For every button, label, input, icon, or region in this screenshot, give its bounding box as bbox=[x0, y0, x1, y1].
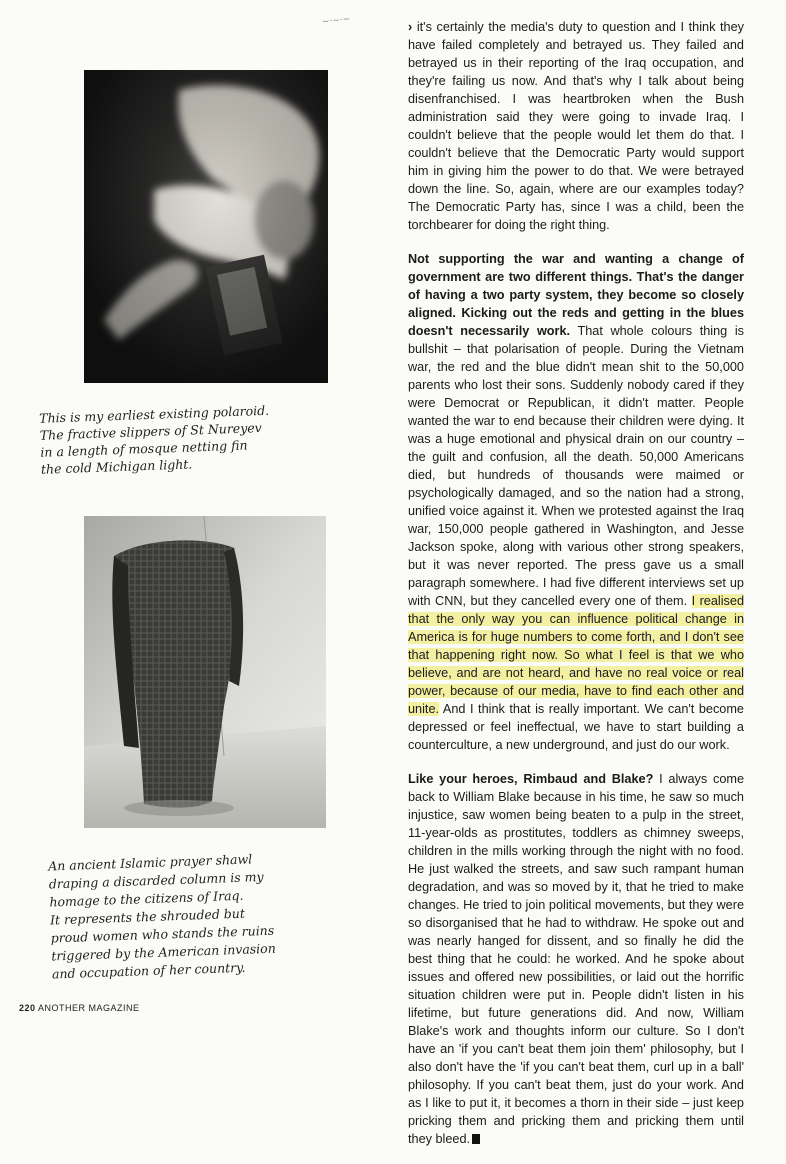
caption-line: triggered by the American invasion bbox=[51, 940, 276, 964]
caption-line: An ancient Islamic prayer shawl bbox=[47, 851, 253, 874]
caption-line: the cold Michigan light. bbox=[40, 456, 193, 477]
magazine-name: ANOTHER MAGAZINE bbox=[38, 1003, 140, 1013]
caption-line: draping a discarded column is my bbox=[48, 869, 264, 892]
prayer-shawl-image bbox=[84, 516, 326, 828]
caption-line: This is my earliest existing polaroid. bbox=[38, 402, 270, 426]
article-paragraph-1 bbox=[408, 18, 744, 234]
caption-line: homage to the citizens of Iraq. bbox=[49, 887, 244, 910]
caption-line: in a length of mosque netting fin bbox=[40, 437, 248, 460]
caption-line: and occupation of her country. bbox=[51, 959, 246, 982]
caption-line: proud women who stands the ruins bbox=[50, 922, 275, 946]
page-footer bbox=[19, 1003, 140, 1013]
answer-text: And I think that is really important. We can't become depressed or feel ineffectual, we have to start building a counterculture, a new underground, and just do our work. bbox=[408, 702, 744, 752]
article-paragraph-2 bbox=[408, 250, 744, 754]
continuation-arrow-icon: › bbox=[408, 20, 413, 34]
interview-question: Not supporting the war and wanting a change of government are two different things. That's the danger of having a two party system, they become so closely aligned. Kicking out the reds and getting in the blues doesn't necessarily work. bbox=[408, 252, 744, 338]
photo-prayer-shawl bbox=[84, 516, 326, 828]
handwritten-caption-polaroid bbox=[39, 398, 371, 477]
answer-text: That whole colours thing is bullshit – that polarisation of people. During the Vietnam war, the red and the blue didn't mean shit to the 50,000 parents who lost their sons. Suddenly nobody cared if they were Democrat or Republican, it didn't matter. People wanted the war to end because their children were dying. It was a huge emotional and physical drain on our country – the guilt and confusion, all the death. 50,000 Americans died, but hundreds of thousands were maimed or psychologically damaged, and so the nation had a strong, unified voice against it. When we protested against the Iraq war, 150,000 people gathered in Washington, and Jesse Jackson spoke, along with various other strong speakers, but it was never reported. The press gave us a small paragraph somewhere. I had five different interviews set up with CNN, but they cancelled every one of them. bbox=[408, 324, 744, 608]
interview-question: Like your heroes, Rimbaud and Blake? bbox=[408, 772, 654, 786]
caption-line: The fractive slippers of St Nureyev bbox=[39, 420, 262, 443]
handwritten-caption-shawl bbox=[48, 847, 367, 984]
scan-mark: ~·~·~ bbox=[321, 14, 351, 28]
caption-line: It represents the shrouded but bbox=[49, 905, 246, 928]
page-number: 220 bbox=[19, 1003, 36, 1013]
highlighted-passage: I realised that the only way you can influence political change in America is for huge numbers to come forth, and I don't see that happening right now. So what I feel is that we who believe, and are not heard, and have no real voice or real power, because of our media, have to find each other and unite. bbox=[408, 594, 745, 716]
article-paragraph-3 bbox=[408, 770, 744, 1148]
end-mark-icon bbox=[472, 1134, 480, 1144]
paragraph-text: it's certainly the media's duty to question and I think they have failed completely and betrayed us. They failed and betrayed us in their reporting of the Iraq occupation, and they're failing us now. And that's why I talk about being disenfranchised. I was heartbroken when the Bush administration said they were going to invade Iraq. I couldn't believe that the people would let them do that. I couldn't believe that the Democratic Party would support him in giving him the power to do that. We were betrayed down the line. So, again, where are our examples today? The Democratic Party has, since I was a child, been the torchbearer for doing the right thing. bbox=[408, 20, 744, 232]
angel-polaroid-image bbox=[84, 70, 328, 383]
answer-text: I always come back to William Blake because in his time, he saw so much injustice, saw women being beaten to a pulp in the street, 11-year-olds as prostitutes, toddlers as chimney sweeps, children in the mills working through the night with no food. He just walked the streets, and saw such rampant human degradation, and was so moved by it, that he tried to make changes. He tried to join political movements, but they were so disorganised that he had to withdraw. He spoke out and was nearly hanged for dissent, and so finally he did the best thing that he could: he worked. And he spoke about issues and offered new possibilities, or laid out the horrific situation children were put in. People didn't listen in his lifetime, but future generations did. And now, William Blake's work and thoughts inform our culture. So I don't have an 'if you can't beat them join them' philosophy, but I also don't have the 'if you can't beat them, curl up in a ball' philosophy. If you can't beat them, just do your work. And as I like to put it, it becomes a thorn in their side – just keep pricking them and pricking them and pricking them until they bleed. bbox=[408, 772, 745, 1146]
article-column bbox=[408, 18, 744, 1164]
photo-angel-polaroid bbox=[84, 70, 328, 383]
